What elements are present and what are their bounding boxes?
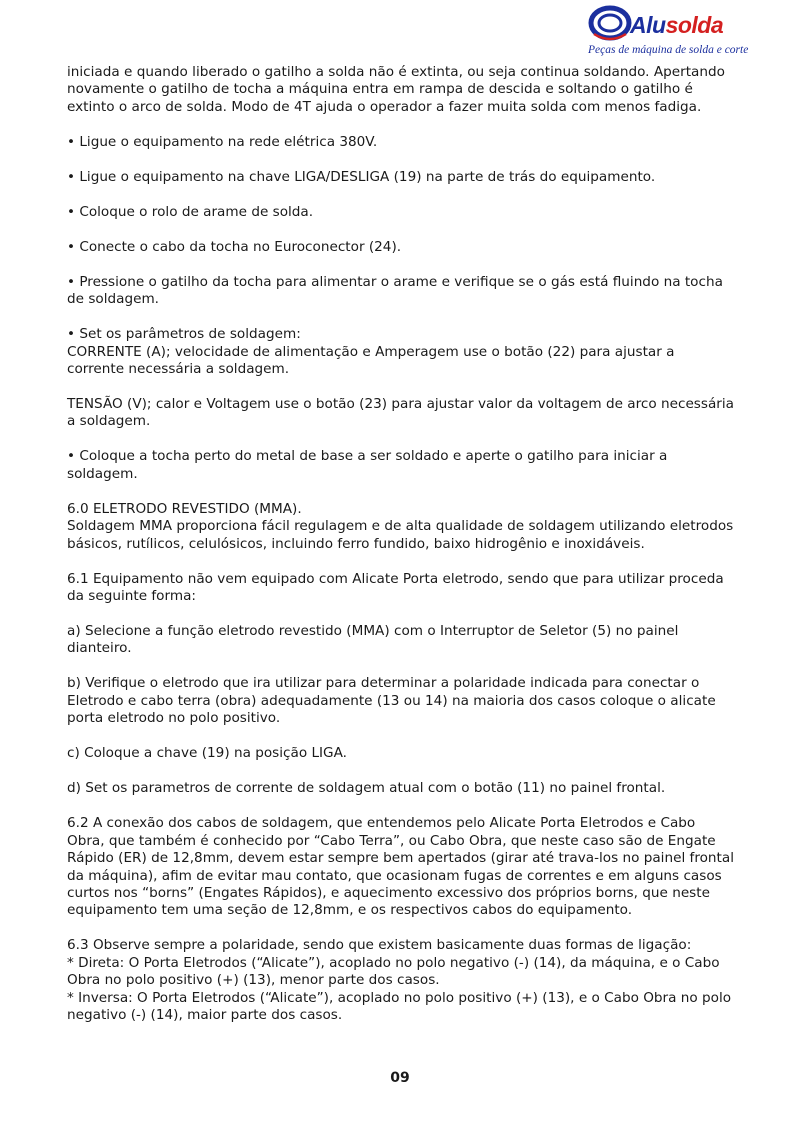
paragraph: 6.2 A conexão dos cabos de soldagem, que entendemos pelo Alicate Porta Eletrodos e Cabo Obra, que também é conhecido por “Cabo Terra”, ou Cabo Obra, que neste caso são de Engate Rápido (ER) de 12,8mm, devem estar sempre bem apertados (girar até trava-los no painel frontal da máquina), afim de evitar mau contato, que ocasionam fugas de correntes e em alguns casos curtos nos “borns” (Engates Rápidos), e aquecimento excessivo dos próprios borns, que neste equipamento tem uma seção de 12,8mm, e os respectivos cabos do equipamento. [67, 815, 734, 919]
page-number: 09 [390, 1070, 410, 1086]
brand-name [630, 12, 723, 39]
list-item: d) Set os parametros de corrente de soldagem atual com o botão (11) no painel frontal. [67, 780, 666, 797]
bullet-item: • Coloque o rolo de arame de solda. [67, 203, 314, 220]
bullet-item: • Conecte o cabo da tocha no Euroconector (24). [67, 238, 402, 255]
bullet-item: • Coloque a tocha perto do metal de base a ser soldado e aperte o gatilho para iniciar a soldagem. [67, 448, 668, 482]
bullet-item: • Ligue o equipamento na rede elétrica 380V. [67, 133, 378, 150]
bullet-item: • Pressione o gatilho da tocha para alimentar o arame e verifique se o gás está fluindo na tocha de soldagem. [67, 273, 723, 308]
bullet-heading: • Set os parâmetros de soldagem: [67, 326, 301, 343]
bullet-item [67, 326, 735, 378]
section [67, 501, 735, 553]
list-item: c) Coloque a chave (19) na posição LIGA. [67, 745, 347, 762]
section-text: * Direta: O Porta Eletrodos (“Alicate”), acoplado no polo negativo (-) (14), da máquina, e o Cabo Obra no polo positivo (+) (13), menor parte dos casos. [67, 954, 720, 989]
brand-logo [588, 4, 749, 62]
section-text: * Inversa: O Porta Eletrodos (“Alicate”), acoplado no polo positivo (+) (13), e o Cabo Obra no polo negativo (-) (14), maior parte dos casos. [67, 989, 732, 1023]
bullet-item: • Ligue o equipamento na chave LIGA/DESLIGA (19) na parte de trás do equipamento. [67, 168, 656, 185]
bullet-detail: CORRENTE (A); velocidade de alimentação e Amperagem use o botão (22) para ajustar a corrente necessária a soldagem. [67, 343, 675, 378]
paragraph: TENSÃO (V); calor e Voltagem use o botão (23) para ajustar valor da voltagem de arco necessária a soldagem. [67, 396, 735, 430]
section-heading: 6.3 Observe sempre a polaridade, sendo que existem basicamente duas formas de ligação: [67, 937, 692, 954]
section [67, 937, 735, 1024]
section-heading: 6.0 ELETRODO REVESTIDO (MMA). [67, 500, 302, 517]
paragraph: 6.1 Equipamento não vem equipado com Alicate Porta eletrodo, sendo que para utilizar proceda da seguinte forma: [67, 570, 724, 605]
section-text: Soldagem MMA proporciona fácil regulagem e de alta qualidade de soldagem utilizando eletrodos básicos, rutílicos, celulósicos, incluindo ferro fundido, baixo hidrogênio e inoxidáveis. [67, 518, 734, 552]
list-item: a) Selecione a função eletrodo revestido (MMA) com o Interruptor de Seletor (5) no painel dianteiro. [67, 623, 679, 657]
brand-name-part2: solda [665, 12, 724, 38]
brand-name-part1: Alu [630, 12, 666, 38]
list-item: b) Verifique o eletrodo que ira utilizar para determinar a polaridade indicada para conectar o Eletrodo e cabo terra (obra) adequadamente (13 ou 14) na maioria dos casos coloque o alicate porta eletrodo no polo positivo. [67, 675, 716, 727]
logo-swirl-icon [588, 4, 632, 44]
document-body [67, 64, 735, 1042]
paragraph: iniciada e quando liberado o gatilho a solda não é extinta, ou seja continua soldando. Apertando novamente o gatilho de tocha a máquina entra em rampa de descida e soltando o gatilho é extinto o arco de solda. Modo de 4T ajuda o operador a fazer muita solda com menos fadiga. [67, 64, 725, 115]
brand-tagline: Peças de máquina de solda e corte [588, 44, 749, 56]
